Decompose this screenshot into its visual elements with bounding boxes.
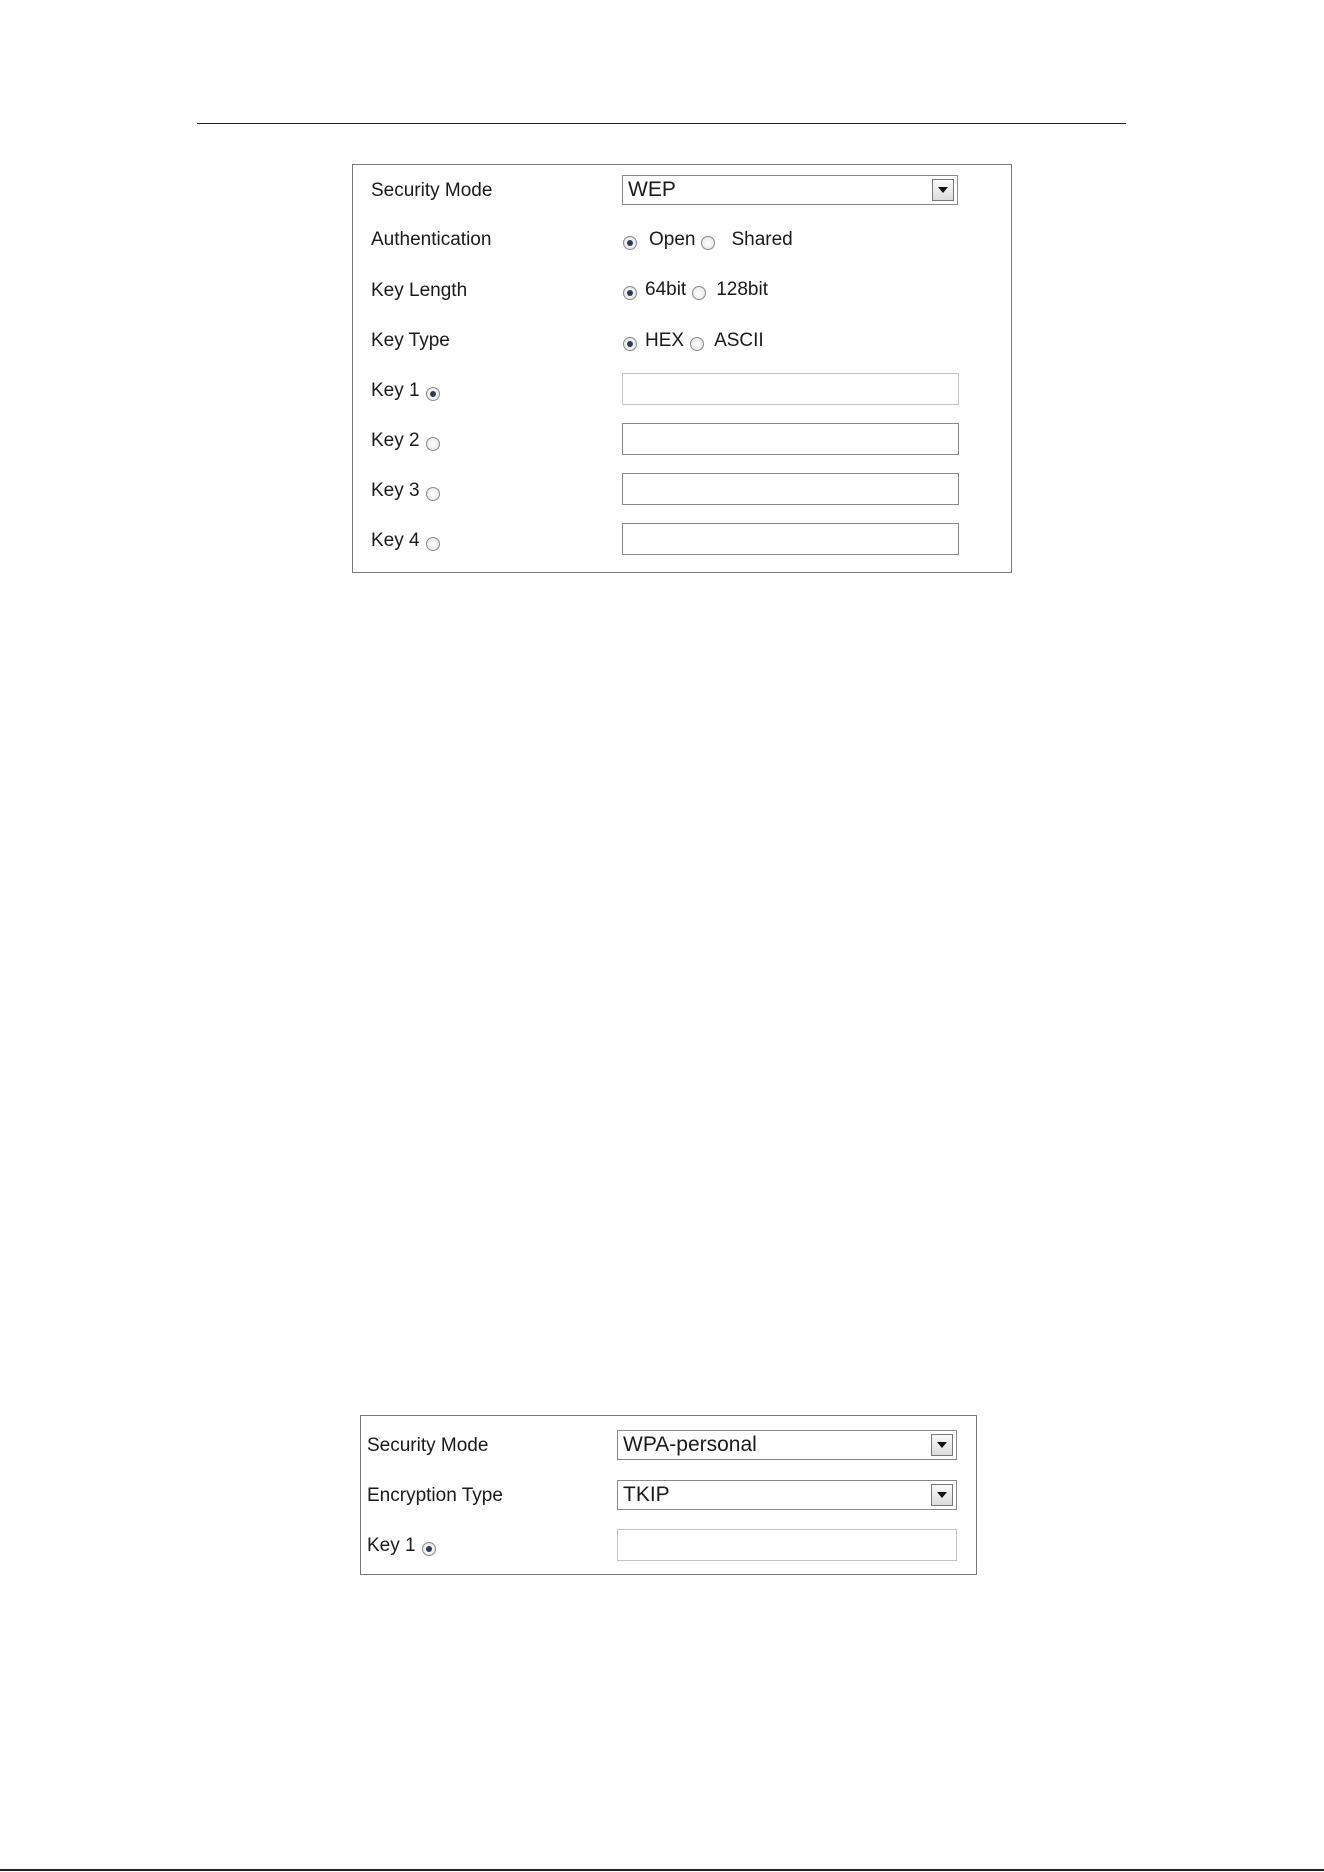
encryption-type-value: TKIP [623, 1483, 670, 1506]
wpa-key-1-input[interactable] [617, 1529, 957, 1561]
key-length-label: Key Length [371, 280, 468, 301]
radio-checked-icon[interactable] [623, 337, 637, 351]
key-4-input[interactable] [622, 523, 959, 555]
wpa-key-1-label[interactable]: Key 1 [367, 1529, 442, 1563]
header-rule [197, 123, 1126, 124]
wpa-security-mode-select[interactable] [617, 1430, 957, 1460]
security-mode-select[interactable] [622, 175, 958, 205]
security-mode-label: Security Mode [371, 180, 493, 201]
radio-unchecked-icon[interactable] [426, 487, 440, 501]
radio-checked-icon[interactable] [426, 387, 440, 401]
radio-unchecked-icon[interactable] [690, 337, 704, 351]
chevron-down-icon[interactable] [931, 1484, 953, 1506]
key-4-label[interactable]: Key 4 [371, 524, 446, 558]
key-type-label: Key Type [371, 330, 450, 351]
key-2-label[interactable]: Key 2 [371, 424, 446, 458]
wpa-settings-panel [360, 1415, 977, 1575]
footer-rule [0, 1869, 1324, 1871]
authentication-label: Authentication [371, 229, 492, 250]
key-2-input[interactable] [622, 423, 959, 455]
auth-option-shared[interactable]: Shared [701, 229, 798, 251]
encryption-type-select[interactable] [617, 1480, 957, 1510]
key-type-option-ascii[interactable]: ASCII [690, 330, 770, 352]
wpa-security-mode-value: WPA-personal [623, 1433, 757, 1456]
key-length-option-64bit[interactable]: 64bit [623, 279, 692, 301]
auth-option-open[interactable]: Open [623, 229, 701, 251]
security-mode-value: WEP [628, 178, 676, 201]
radio-unchecked-icon[interactable] [426, 437, 440, 451]
key-1-label[interactable]: Key 1 [371, 374, 446, 408]
encryption-type-label: Encryption Type [367, 1485, 503, 1506]
chevron-down-icon[interactable] [932, 179, 954, 201]
key-3-label[interactable]: Key 3 [371, 474, 446, 508]
key-type-option-hex[interactable]: HEX [623, 330, 690, 352]
wpa-security-mode-label: Security Mode [367, 1435, 489, 1456]
radio-unchecked-icon[interactable] [426, 537, 440, 551]
radio-checked-icon[interactable] [623, 286, 637, 300]
key-length-option-128bit[interactable]: 128bit [692, 279, 774, 301]
chevron-down-icon[interactable] [931, 1434, 953, 1456]
radio-unchecked-icon[interactable] [701, 236, 715, 250]
key-1-input[interactable] [622, 373, 959, 405]
wep-settings-panel [352, 164, 1012, 573]
radio-checked-icon[interactable] [422, 1542, 436, 1556]
key-3-input[interactable] [622, 473, 959, 505]
radio-checked-icon[interactable] [623, 236, 637, 250]
radio-unchecked-icon[interactable] [692, 286, 706, 300]
